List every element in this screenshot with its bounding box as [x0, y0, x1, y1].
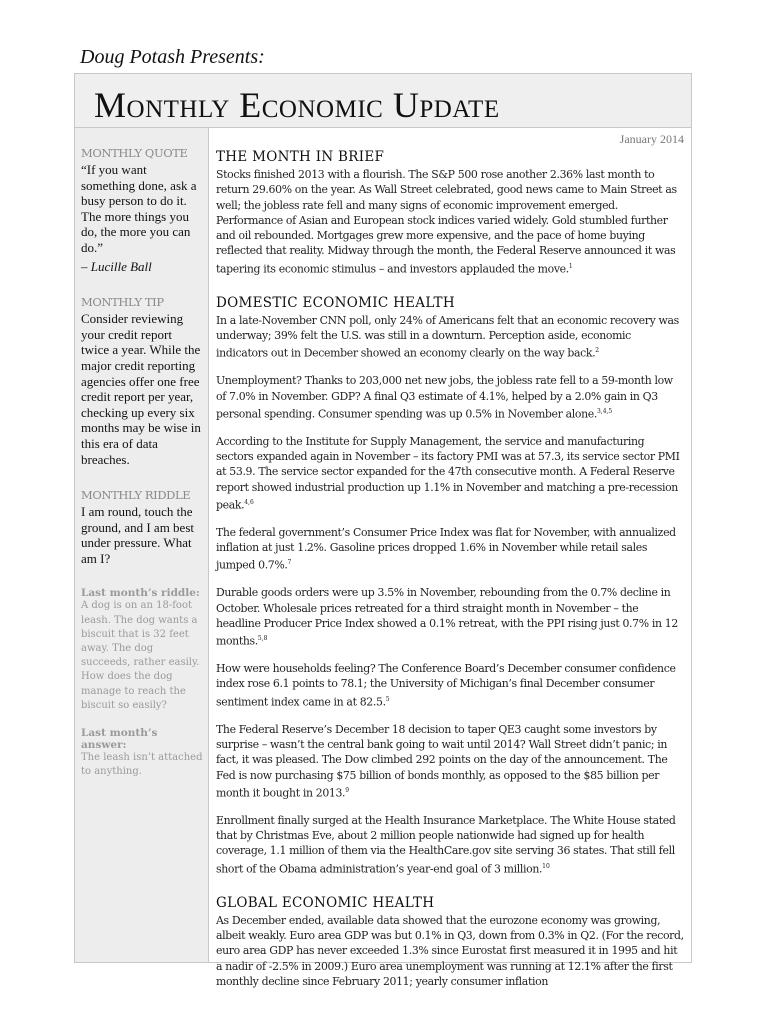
last-answer-text: The leash isn’t attached to anything.: [81, 752, 203, 778]
footnote-marker: 10: [542, 862, 550, 870]
article-paragraph: [216, 373, 684, 422]
paragraph-text: Durable goods orders were up 3.5% in November, rebounding from the 0.7% decline in October. Wholesale prices retreated for a third straight month in November – the headline Producer Price Index showed a 0.1% retreat, with the PPI rising just 0.7% in 12 months.: [216, 586, 678, 648]
newsletter-frame: [74, 73, 692, 988]
main-content: [209, 128, 691, 988]
newsletter-title: Monthly Economic Update: [94, 85, 500, 125]
footnote-marker: 3,4,5: [596, 407, 613, 415]
paragraph-text: The Federal Reserve’s December 18 decision to taper QE3 caught some investors by surprise – wasn’t the central bank going to wait until 2014? Wall Street didn’t panic; in fact, it was pleased. The Dow climbed 292 points on the day of the announcement. The Fed is now purchasing $75 billion of bonds monthly, as opposed to the $85 billion per month it bought in 2013.: [216, 722, 668, 800]
monthly-riddle-text: I am round, touch the ground, and I am best under pressure. What am I?: [81, 504, 195, 566]
footnote-marker: 5,8: [257, 635, 268, 643]
paragraph-text: According to the Institute for Supply Management, the service and manufacturing sectors expanded again in November – its factory PMI was at 57.3, its service sector PMI at 53.9. The service sector expanded for the 47th consecutive month. A Federal Reserve report showed industrial production up 1.1% in November and matching a pre-recession peak.: [216, 434, 680, 512]
footnote-marker: 5: [385, 695, 390, 703]
article-sections: [216, 149, 684, 989]
section-heading: GLOBAL ECONOMIC HEALTH: [216, 894, 435, 911]
last-answer-block: [81, 727, 203, 779]
article-paragraph: [216, 585, 684, 649]
monthly-tip-text: Consider reviewing your credit report twice a year. While the major credit reporting agencies offer one free credit report per year, checking up every six months may be wise in this era of data breaches.: [81, 311, 201, 467]
masthead: [75, 74, 691, 128]
article-paragraph: [216, 722, 684, 801]
last-riddle-block: [81, 587, 203, 713]
paragraph-text: Unemployment? Thanks to 203,000 net new jobs, the jobless rate fell to a 59-month low of 7.0% in November. GDP? A final Q3 estimate of 4.1%, helped by a 2.0% gain in Q3 personal spending. Consumer spending was up 0.5% in November alone.: [216, 374, 673, 421]
article-paragraph: [216, 525, 684, 574]
monthly-tip-heading: MONTHLY TIP: [81, 295, 164, 310]
footnote-marker: 9: [345, 786, 350, 794]
monthly-quote-heading: MONTHLY QUOTE: [81, 146, 188, 160]
sidebar: [75, 128, 209, 962]
issue-date: January 2014: [619, 132, 684, 146]
presenter-line: Doug Potash Presents:: [80, 46, 265, 68]
article-paragraph: [216, 434, 684, 513]
footnote-marker: 1: [568, 262, 573, 270]
monthly-tip-block: [81, 295, 203, 467]
footnote-marker: 7: [287, 559, 292, 567]
paragraph-text: The federal government’s Consumer Price Index was flat for November, with annualized inflation at just 1.2%. Gasoline prices dropped 1.6% in November while retail sales jumped 0.7%.: [216, 525, 676, 573]
last-riddle-heading: Last month’s riddle:: [81, 587, 200, 600]
monthly-quote-block: [81, 146, 203, 274]
article-paragraph: [216, 167, 684, 277]
monthly-riddle-block: [81, 488, 203, 566]
section-heading: THE MONTH IN BRIEF: [216, 149, 385, 165]
monthly-quote-author: – Lucille Ball: [81, 258, 152, 274]
monthly-riddle-heading: MONTHLY RIDDLE: [81, 488, 191, 503]
article-paragraph: [216, 313, 684, 362]
paragraph-text: Stocks finished 2013 with a flourish. The S&P 500 rose another 2.36% last month to return 29.60% on the year. As Wall Street celebrated, good news came to Main Street as well; the jobless rate fell and many signs of economic improvement emerged. Performance of Asian and European stock indices varied widely. Gold stumbled further and oil rebounded. Mortgages grew more expensive, and the pace of home buying reflected that reality. Midway through the month, the Federal Reserve announced it was tapering its economic stimulus – and investors applauded the move.: [216, 168, 677, 276]
article-paragraph: [216, 661, 684, 710]
paragraph-text: How were households feeling? The Conference Board’s December consumer confidence index rose 6.1 points to 78.1; the University of Michigan’s final December consumer sentiment index came in at 82.5.: [216, 662, 676, 709]
article-paragraph: [216, 913, 684, 989]
section-heading: DOMESTIC ECONOMIC HEALTH: [216, 294, 455, 311]
footnote-marker: 4,6: [244, 498, 254, 506]
last-riddle-text: A dog is on an 18-foot leash. The dog wants a biscuit that is 32 feet away. The dog succeeds, rather easily. How does the dog manage to reach the biscuit so easily?: [81, 600, 200, 711]
paragraph-text: As December ended, available data showed that the eurozone economy was growing, albeit weakly. Euro area GDP was but 0.1% in Q3, down from 0.3% in Q2. (For the record, euro area GDP has never exceeded 1.3% since Eurostat first measured it in 1995 and hit a nadir of -2.5% in 2009.) Euro area unemployment was running at 12.1% after the first monthly decline since February 2011; yearly consumer inflation: [216, 913, 684, 988]
paragraph-text: Enrollment finally surged at the Health Insurance Marketplace. The White House stated that by Christmas Eve, about 2 million people nationwide had signed up for health coverage, 1.1 million of them via the HealthCare.gov site serving 36 states. That still fell short of the Obama administration’s year-end goal of 3 million.: [216, 813, 676, 876]
monthly-quote-text: “If you want something done, ask a busy person to do it. The more things you do, the more you can do.”: [81, 162, 197, 255]
paragraph-text: In a late-November CNN poll, only 24% of Americans felt that an economic recovery was underway; 39% felt the U.S. was still in a downturn. Perception aside, economic indicators out in December showed an economy clearly on the way back.: [216, 313, 679, 360]
footnote-marker: 2: [595, 347, 600, 355]
last-answer-heading: Last month’s answer:: [81, 727, 158, 752]
article-paragraph: [216, 813, 684, 877]
